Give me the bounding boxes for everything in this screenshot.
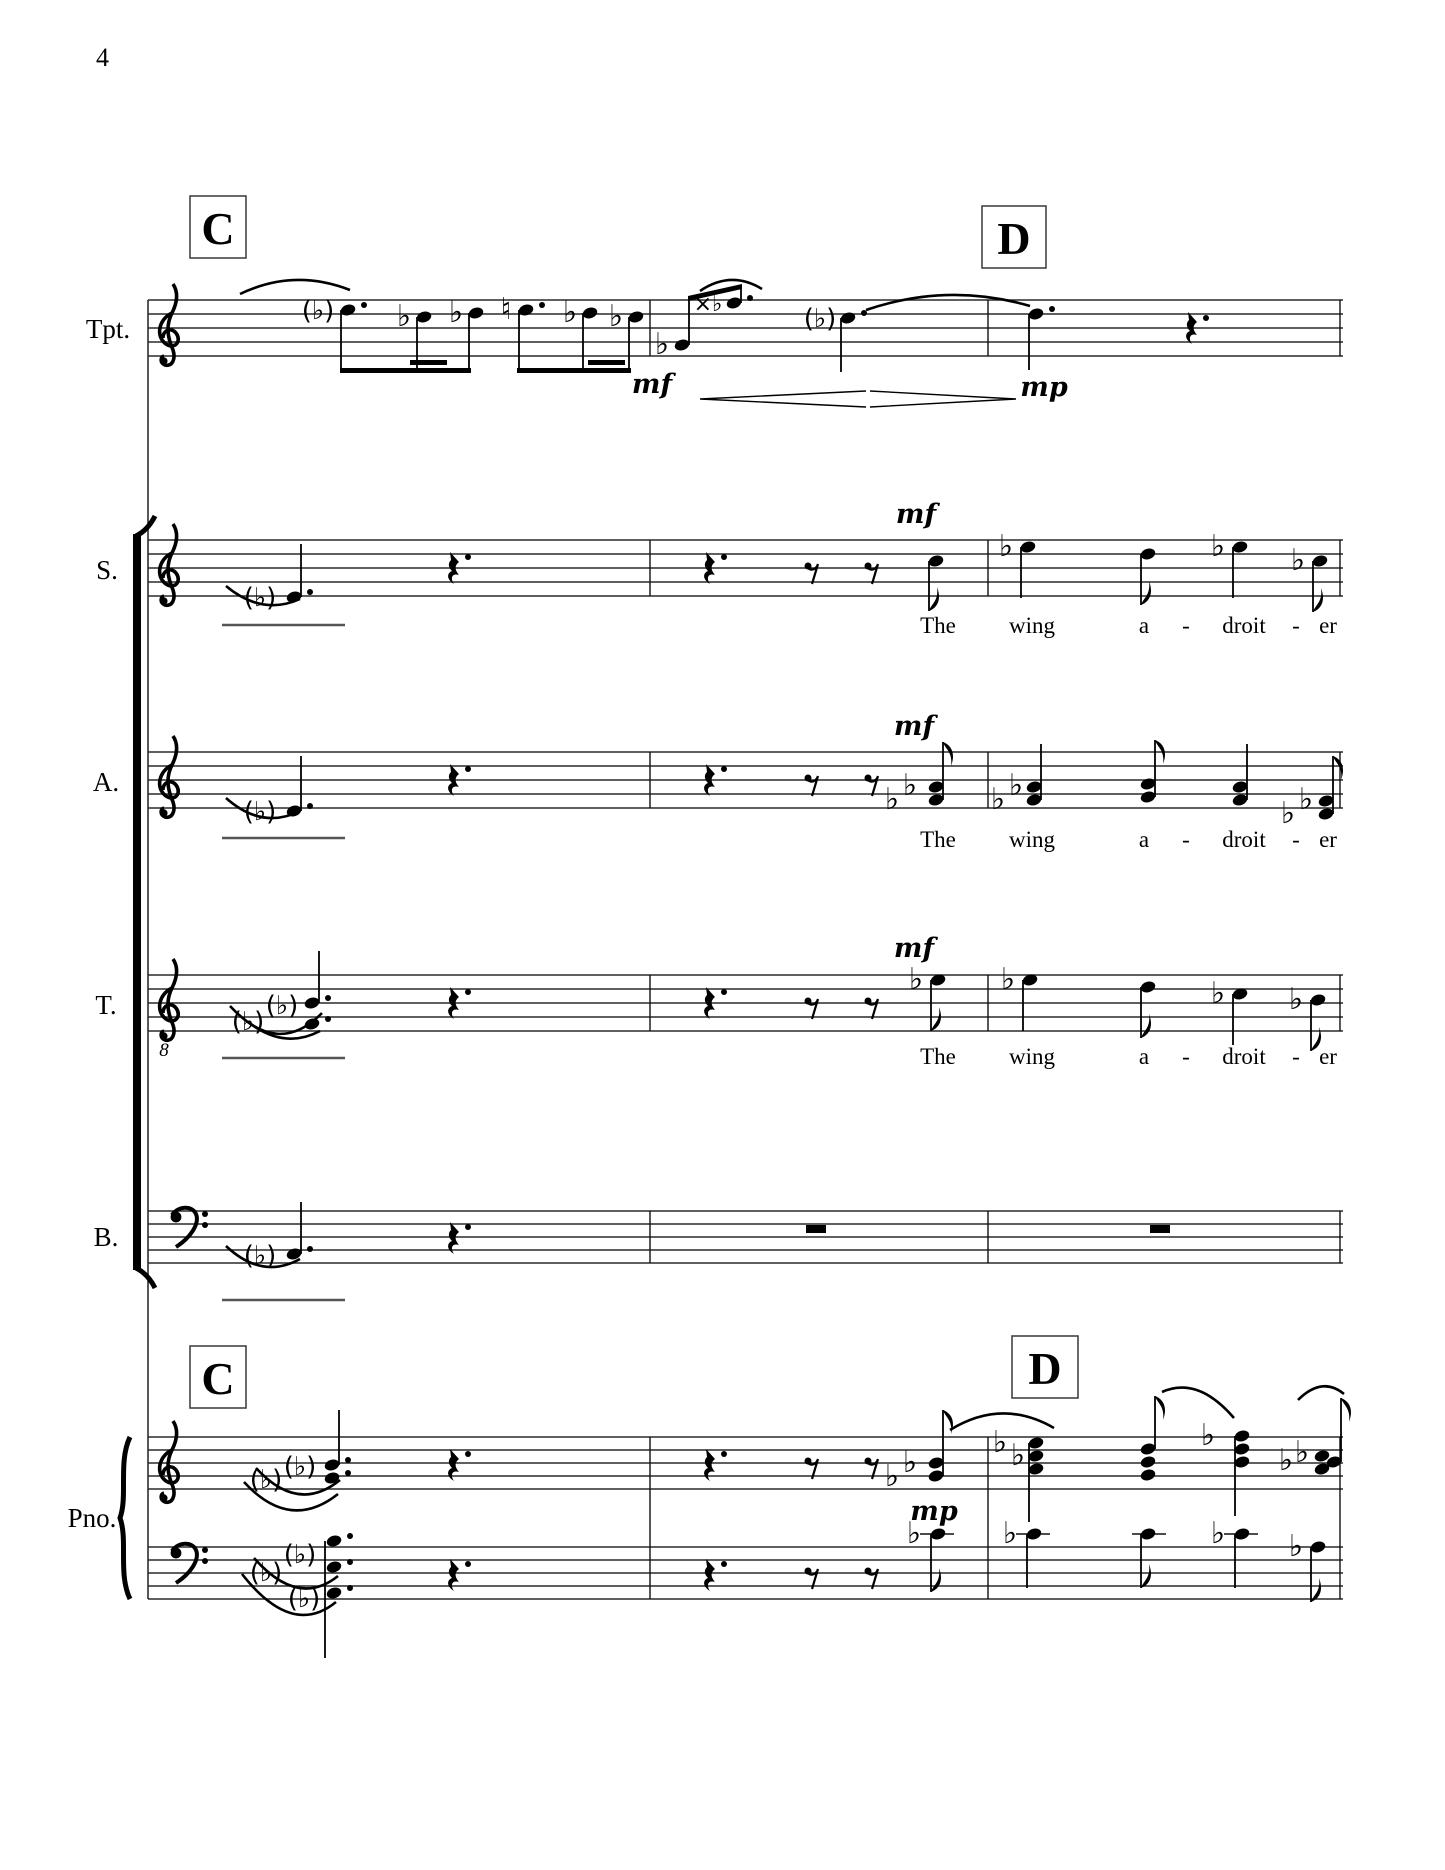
- flat-icon: ♭: [1210, 1516, 1226, 1551]
- hairpin-cresc-dim: [700, 391, 1016, 407]
- lyric-syllable: wing: [1009, 613, 1055, 638]
- bass-staff: [94, 1202, 1343, 1300]
- flat-icon: ♭: [562, 295, 578, 330]
- rehearsal-mark-c: [190, 196, 246, 258]
- flat-icon: ♭: [908, 962, 924, 997]
- lyric-hyphen: -: [1182, 613, 1190, 638]
- rehearsal-letter: C: [201, 1353, 235, 1404]
- octave-8-mark: 8: [159, 1040, 169, 1061]
- eighth-rest-icon: [865, 775, 879, 797]
- treble-clef-icon: [160, 736, 179, 817]
- bass-measure-2: [806, 1225, 826, 1233]
- stems: [1027, 1534, 1311, 1602]
- slur-arc: [1298, 1386, 1344, 1400]
- stems: [1023, 980, 1311, 1051]
- lyric-syllable: The: [920, 1044, 956, 1069]
- whole-rest-icon: [1150, 1225, 1170, 1233]
- flat-icon: ♭: [884, 1459, 900, 1494]
- flat-icon: ♭: [998, 529, 1014, 564]
- flat-icon: ♭: [902, 768, 918, 803]
- lyric-syllable: a: [1138, 613, 1150, 638]
- rehearsal-letter: D: [1028, 1343, 1062, 1394]
- whole-rest-icon: [806, 1225, 826, 1233]
- eighth-flag-icon: [1313, 588, 1323, 612]
- lyric-syllable: The: [920, 827, 956, 852]
- flat-icon: ♭: [608, 299, 624, 334]
- tenor-measure-1: [222, 951, 471, 1058]
- piano-brace: [120, 1437, 130, 1599]
- instrument-label: B.: [93, 1222, 119, 1252]
- flat-icon: ♭: [902, 1445, 918, 1480]
- tenor-lyrics: [920, 1044, 1337, 1069]
- tie-arc: [866, 295, 1030, 310]
- instrument-label: S.: [96, 555, 118, 585]
- flat-icon: ♭: [1298, 782, 1314, 817]
- flat-icon: ♭: [1008, 768, 1024, 803]
- soprano-lyrics: [920, 613, 1337, 638]
- paren-flat-icon: (♭): [283, 1452, 317, 1482]
- eighth-flag-icon: [943, 742, 953, 766]
- alto-measure-1: [222, 756, 471, 838]
- flat-icon: ♭: [448, 295, 464, 330]
- paren-flat-icon: (♭): [243, 797, 277, 827]
- lyric-syllable: a: [1138, 1044, 1150, 1069]
- eighth-flag-icon: [1141, 581, 1151, 605]
- flat-icon: ♭: [1288, 982, 1304, 1017]
- eighth-flag-icon: [1341, 1398, 1351, 1422]
- eighth-rest-icon: [805, 998, 819, 1020]
- flat-icon: ♭: [990, 782, 1006, 817]
- rehearsal-letter: C: [201, 203, 235, 254]
- eighth-rest-icon: [865, 563, 879, 585]
- lyric-syllable: droit: [1222, 1044, 1266, 1069]
- flat-icon: ♭: [1210, 976, 1226, 1011]
- lyric-syllable: The: [920, 613, 956, 638]
- soprano-measure-1: [222, 544, 471, 625]
- soprano-staff: [96, 499, 1343, 638]
- eighth-rest-icon: [865, 998, 879, 1020]
- dynamic-mf: mf: [895, 499, 937, 530]
- instrument-label: Tpt.: [85, 314, 131, 344]
- eighth-rest-icon: [805, 775, 819, 797]
- instrument-label: Pno.: [67, 1503, 117, 1533]
- piano-rh-measure-1: [244, 1410, 471, 1510]
- flat-icon: ♭: [1278, 1443, 1294, 1478]
- natural-icon: ♮: [500, 292, 512, 327]
- trumpet-measure-1: [302, 292, 645, 373]
- flat-icon: ♭: [1002, 1516, 1018, 1551]
- trumpet-measure-3: [1027, 306, 1209, 370]
- lyric-syllable: wing: [1009, 827, 1055, 852]
- paren-flat-icon: (♭): [243, 1241, 277, 1271]
- lyric-syllable: droit: [1222, 613, 1266, 638]
- lyric-syllable: wing: [1009, 1044, 1055, 1069]
- paren-flat-icon: (♭): [283, 1540, 317, 1570]
- lyric-syllable: er: [1319, 827, 1337, 852]
- slur-arc: [1162, 1388, 1234, 1418]
- stems: [1021, 547, 1313, 612]
- lyric-hyphen: -: [1292, 1044, 1300, 1069]
- paren-flat-icon: (♭): [265, 991, 299, 1021]
- piano-grand-staff: [68, 1336, 1351, 1658]
- eighth-flag-icon: [1333, 756, 1343, 780]
- lyric-hyphen: -: [1182, 827, 1190, 852]
- dynamic-mf: mf: [631, 369, 673, 400]
- system-left-lines: [120, 300, 155, 1599]
- paren-flat-icon: (♭): [243, 583, 277, 613]
- flat-icon: ♭: [906, 1516, 922, 1551]
- rehearsal-letter: D: [997, 213, 1031, 264]
- quarter-rest-icon: [448, 1222, 459, 1254]
- piano-lh-measure-3: [1003, 1516, 1327, 1602]
- paren-flat-icon: (♭): [803, 304, 837, 334]
- dynamic-mp: mp: [1020, 372, 1068, 403]
- alto-measure-3: [991, 740, 1343, 831]
- flat-icon: ♭: [1290, 543, 1306, 578]
- treble-clef-icon: [160, 524, 179, 605]
- page-number: 4: [96, 43, 109, 72]
- flat-icon: ♭: [992, 1425, 1008, 1460]
- beams: [517, 360, 631, 373]
- paren-flat-icon: (♭): [249, 1558, 283, 1588]
- lyric-hyphen: -: [1292, 827, 1300, 852]
- beams: [340, 360, 471, 373]
- piano-lh-measure-1: [242, 1533, 471, 1658]
- soprano-measure-2: [704, 499, 945, 611]
- flat-icon: ♭: [884, 782, 900, 817]
- lyric-syllable: er: [1319, 613, 1337, 638]
- bass-clef-icon: [171, 1208, 208, 1247]
- flat-icon: ♭: [1280, 796, 1296, 831]
- paren-flat-icon: (♭): [249, 1465, 283, 1495]
- eighth-flag-icon: [929, 587, 939, 611]
- tie-arc: [240, 280, 350, 294]
- piano-lh-measure-2: [704, 1516, 954, 1592]
- paren-flat-icon: (♭): [301, 296, 335, 326]
- rehearsal-mark-d: [982, 206, 1046, 268]
- dynamic-mf: mf: [893, 711, 935, 742]
- lyric-syllable: a: [1138, 827, 1150, 852]
- eighth-flag-icon: [1141, 1564, 1151, 1588]
- instrument-label: T.: [95, 990, 117, 1020]
- vocal-bracket: [133, 534, 141, 1270]
- rehearsal-mark-c-piano: [190, 1346, 246, 1408]
- tenor-staff: [95, 933, 1343, 1069]
- eighth-rest-icon: [805, 563, 819, 585]
- treble-clef-icon: [160, 284, 179, 365]
- eighth-flag-icon: [931, 1568, 941, 1592]
- flat-icon: ♭: [1010, 1438, 1026, 1473]
- trumpet-staff: [86, 196, 1343, 407]
- alto-staff: [93, 711, 1343, 852]
- alto-measure-2: [704, 711, 953, 817]
- treble-clef-icon: [160, 1421, 179, 1502]
- trumpet-measure-2: [655, 280, 1030, 372]
- soprano-measure-3: [999, 529, 1329, 612]
- flat-icon: ♭: [1000, 962, 1016, 997]
- flat-icon: ♭: [1294, 1435, 1310, 1470]
- eighth-flag-icon: [1155, 1396, 1165, 1420]
- instrument-label: A.: [92, 767, 120, 797]
- treble-clef-8-icon: [160, 959, 179, 1040]
- dynamic-mp: mp: [910, 1496, 958, 1527]
- lyric-syllable: er: [1319, 1044, 1337, 1069]
- alto-lyrics: [920, 827, 1337, 852]
- bass-measure-3: [1150, 1225, 1170, 1233]
- accidental-x-flat-icon: ×♭: [693, 292, 723, 317]
- flat-icon: ♭: [1288, 1529, 1304, 1564]
- paren-flat-icon: (♭): [287, 1584, 321, 1614]
- dynamic-mf: mf: [893, 933, 935, 964]
- paren-flat-icon: (♭): [231, 1007, 265, 1037]
- lyric-hyphen: -: [1292, 613, 1300, 638]
- flat-icon: ♭: [396, 299, 412, 334]
- piano-rh-measure-3: [993, 1386, 1351, 1522]
- flat-icon: ♭: [654, 327, 670, 362]
- eighth-flag-icon: [931, 1007, 941, 1031]
- bass-measure-1: [222, 1202, 471, 1300]
- flat-icon: ♭: [1210, 529, 1226, 564]
- rehearsal-mark-d-piano: [1012, 1336, 1078, 1398]
- bass-clef-icon: [171, 1544, 208, 1583]
- lyric-syllable: droit: [1222, 827, 1266, 852]
- lyric-hyphen: -: [1182, 1044, 1190, 1069]
- flat-icon: ♭: [1200, 1418, 1216, 1453]
